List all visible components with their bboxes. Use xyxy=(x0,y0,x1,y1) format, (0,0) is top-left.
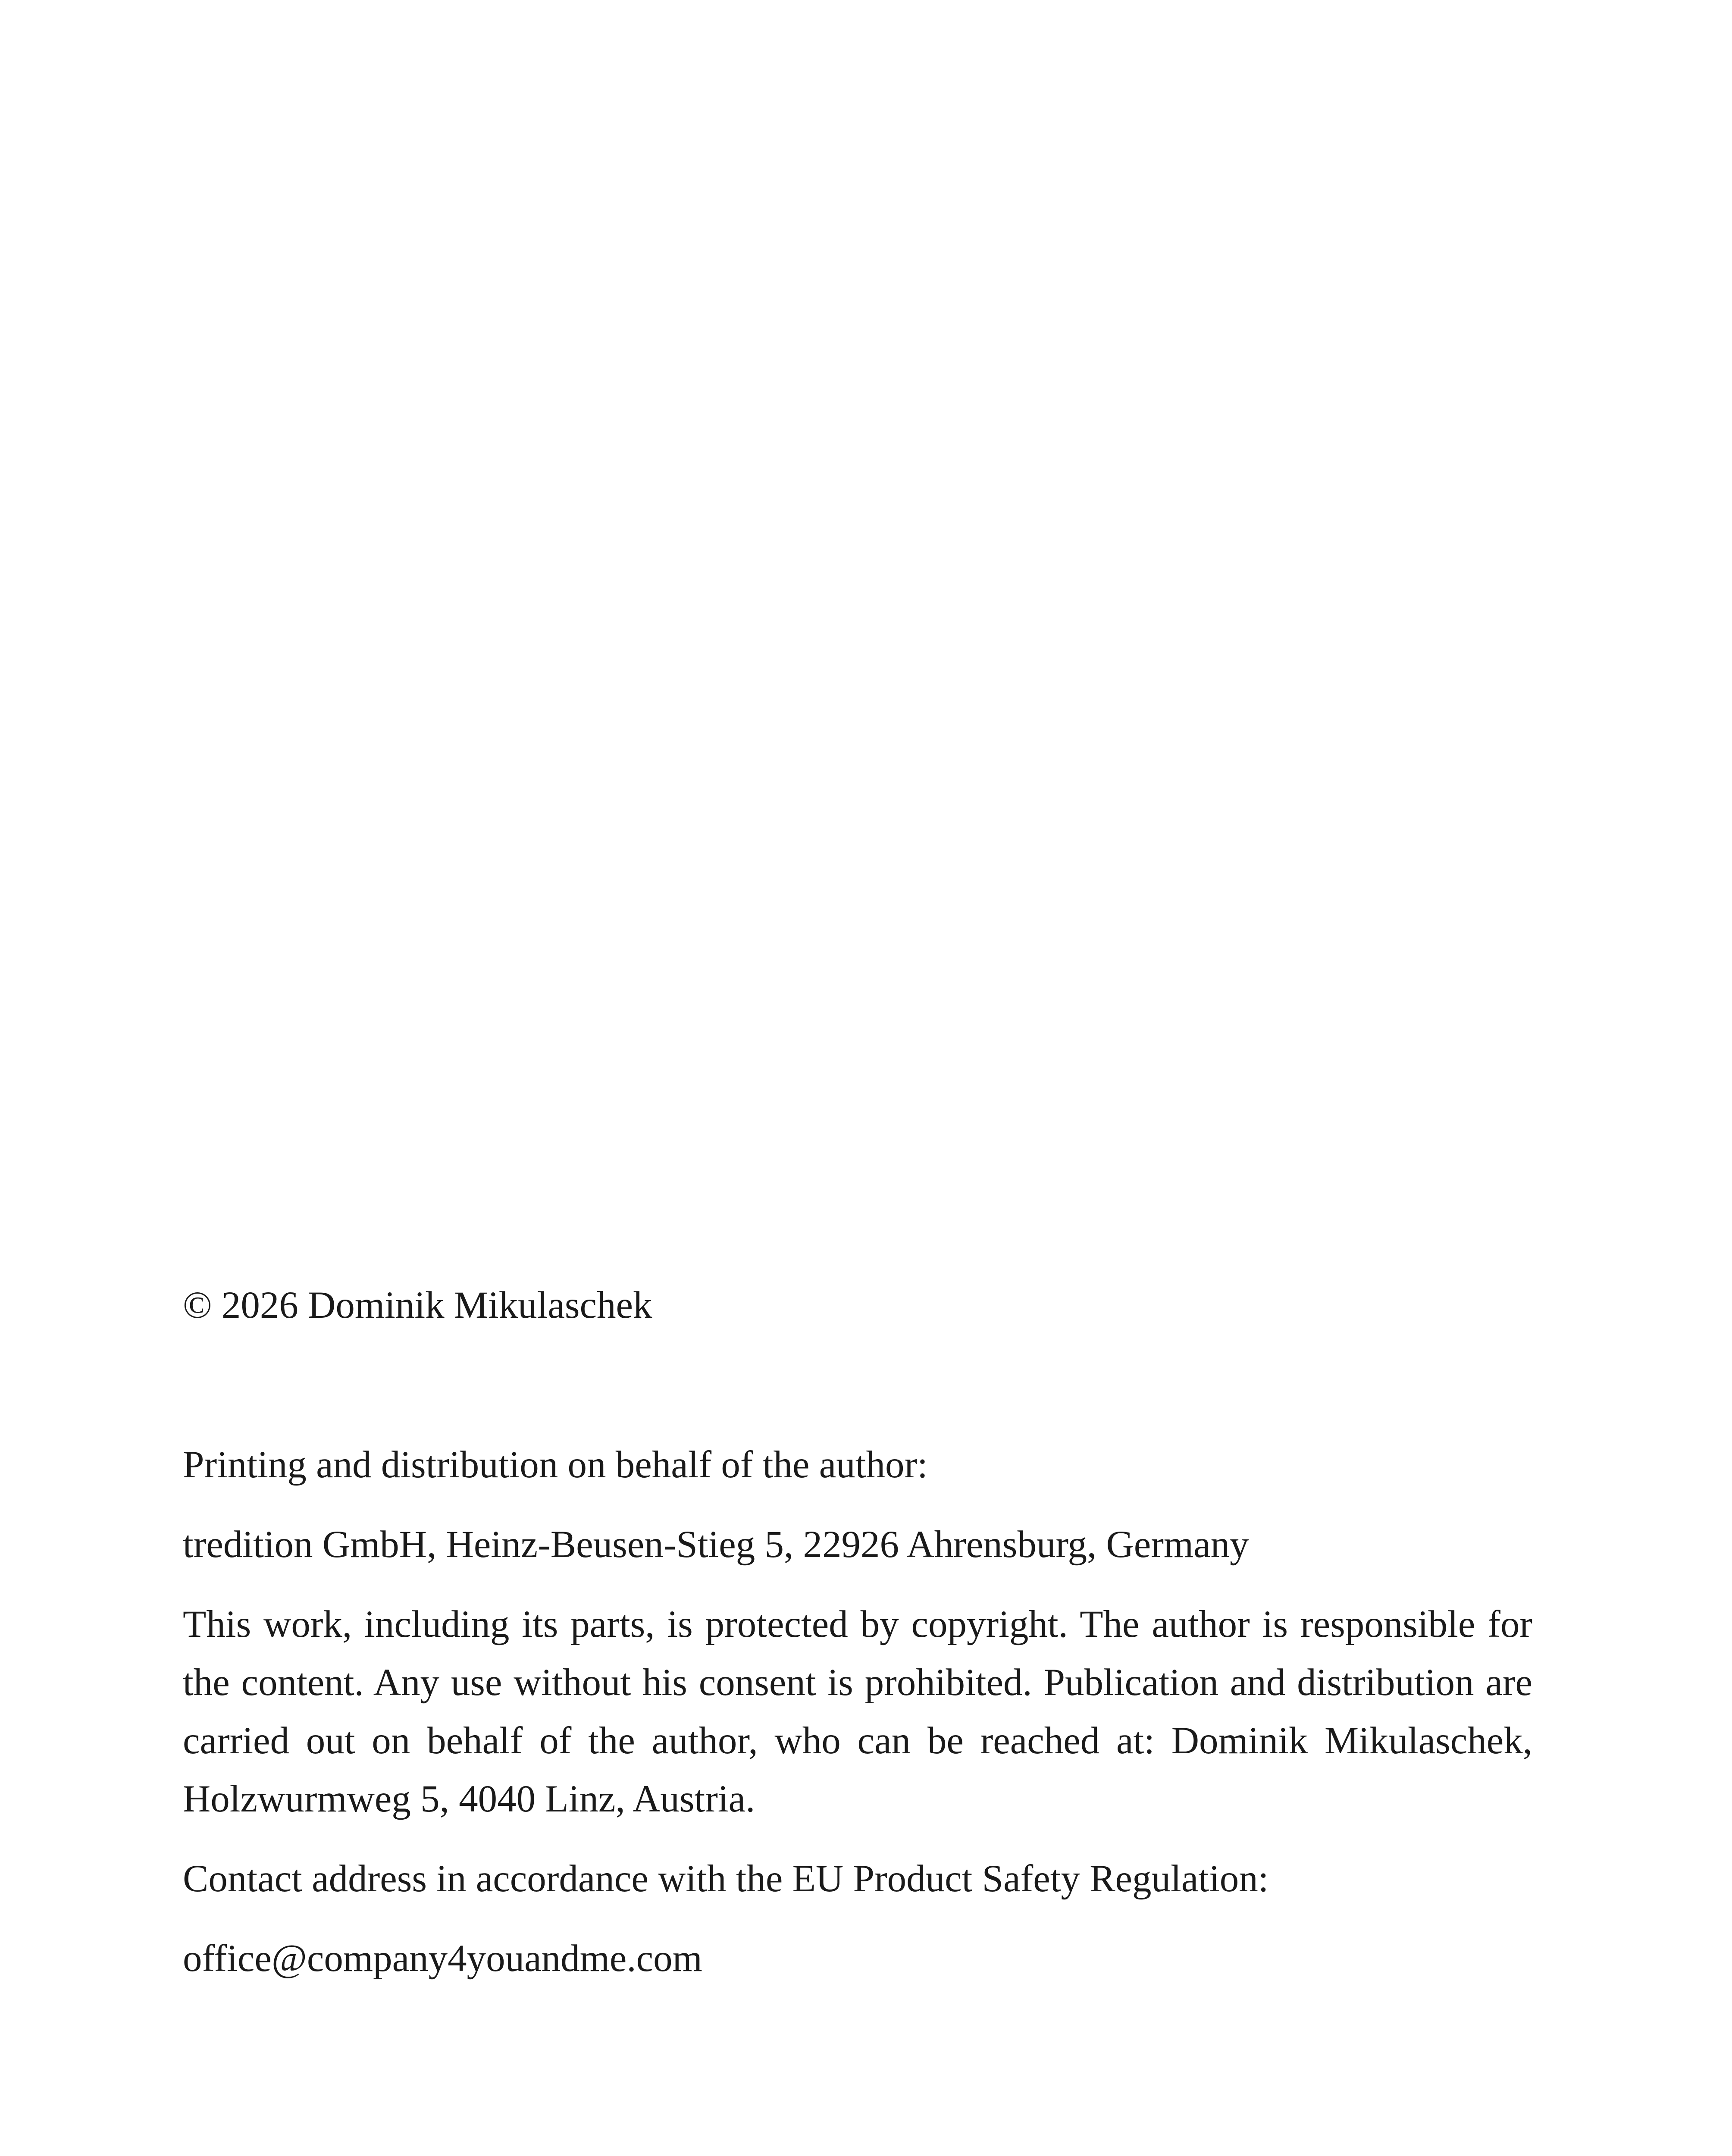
publisher-address: tredition GmbH, Heinz-Beusen-Stieg 5, 22926 Ahrensburg, Germany xyxy=(183,1523,1249,1566)
rights-notice: This work, including its parts, is protected by copyright. The author is responsible for the content. Any use without his consent is prohibited. Publication and distribution are carried out on behalf of the author, who can be reached at: Dominik Mikulaschek, Holzwurmweg 5, 4040 Linz, Austria. xyxy=(183,1603,1532,1820)
contact-heading: Contact address in accordance with the EU Product Safety Regulation: xyxy=(183,1858,1269,1900)
imprint-block xyxy=(183,1276,1532,1988)
copyright-line: © 2026 Dominik Mikulaschek xyxy=(183,1284,652,1326)
contact-email-line xyxy=(183,1930,1532,1988)
contact-email-link[interactable]: office@company4youandme.com xyxy=(183,1937,702,1980)
printing-heading: Printing and distribution on behalf of the author: xyxy=(183,1444,928,1486)
